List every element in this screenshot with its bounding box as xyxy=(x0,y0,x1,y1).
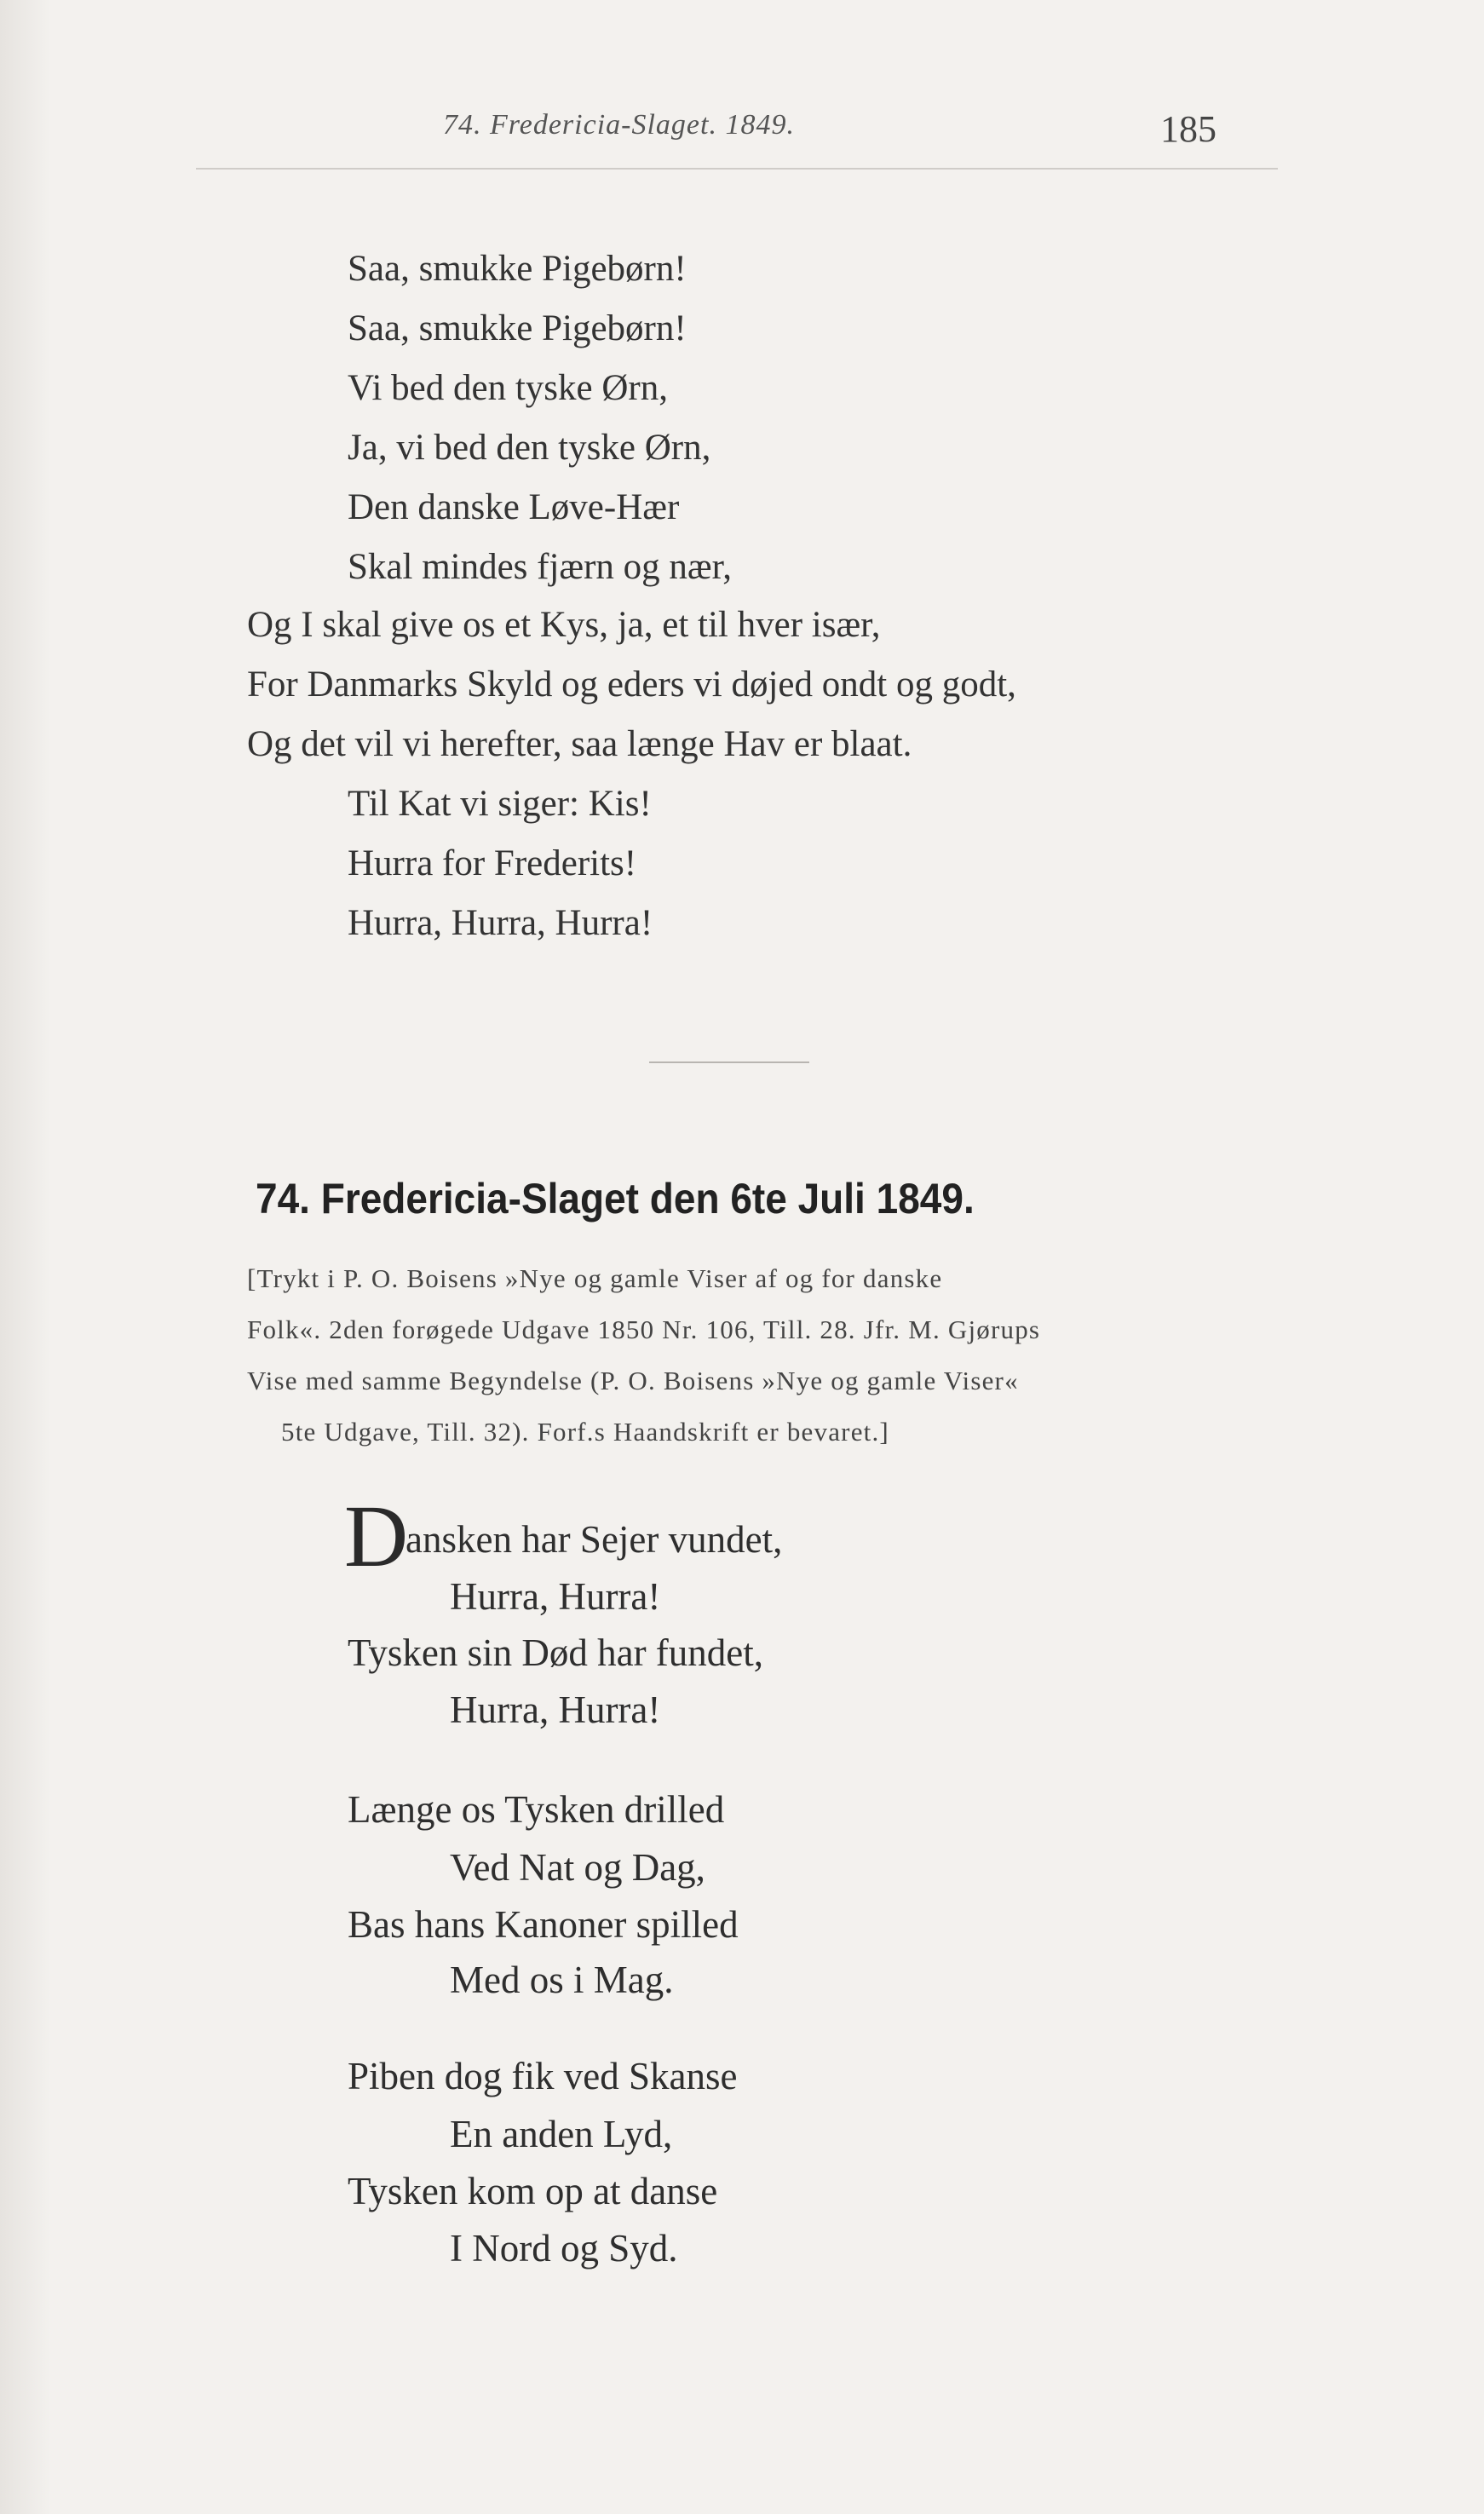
verse-line: Vi bed den tyske Ørn, xyxy=(348,368,668,408)
verse-line: Saa, smukke Pigebørn! xyxy=(348,249,687,289)
page-edge-shadow xyxy=(0,0,51,2514)
verse-line: Hurra, Hurra! xyxy=(450,1575,661,1618)
verse-line: Med os i Mag. xyxy=(450,1959,674,2001)
verse-line: For Danmarks Skyld og eders vi døjed ondt og godt, xyxy=(247,664,1016,705)
verse-line: Tysken sin Død har fundet, xyxy=(348,1631,764,1674)
verse-line: Saa, smukke Pigebørn! xyxy=(348,308,687,348)
running-head xyxy=(0,101,1484,169)
verse-line: Hurra for Frederits! xyxy=(348,843,637,883)
verse-line: Og I skal give os et Kys, ja, et til hver især, xyxy=(247,605,881,645)
note-line: Vise med samme Begyndelse (P. O. Boisens »Nye og gamle Viser« xyxy=(247,1366,1019,1395)
verse-line: Piben dog fik ved Skanse xyxy=(348,2055,738,2097)
verse-line: Tysken kom op at danse xyxy=(348,2170,718,2212)
note-line: 5te Udgave, Till. 32). Forf.s Haandskrift er bevaret.] xyxy=(281,1417,889,1447)
verse-line: Og det vil vi herefter, saa længe Hav er blaat. xyxy=(247,724,912,764)
verse-line: Skal mindes fjærn og nær, xyxy=(348,547,732,587)
note-line: [Trykt i P. O. Boisens »Nye og gamle Viser af og for danske xyxy=(247,1263,943,1293)
verse-line: Ved Nat og Dag, xyxy=(450,1846,705,1889)
verse-line: Ja, vi bed den tyske Ørn, xyxy=(348,428,711,468)
page-number: 185 xyxy=(1160,108,1217,150)
verse-line: Hurra, Hurra, Hurra! xyxy=(348,903,653,943)
running-title: 74. Fredericia-Slaget. 1849. xyxy=(443,109,795,141)
song-title: 74. Fredericia-Slaget den 6te Juli 1849. xyxy=(256,1175,975,1222)
verse-line: Hurra, Hurra! xyxy=(450,1688,661,1731)
verse-line: ansken har Sejer vundet, xyxy=(406,1518,783,1561)
drop-cap: D xyxy=(344,1487,409,1585)
verse-line: En anden Lyd, xyxy=(450,2113,673,2155)
section-divider xyxy=(649,1061,809,1063)
verse-line: Længe os Tysken drilled xyxy=(348,1788,725,1831)
verse-line: Til Kat vi siger: Kis! xyxy=(348,784,652,824)
verse-line: Den danske Løve-Hær xyxy=(348,487,680,527)
note-line: Folk«. 2den forøgede Udgave 1850 Nr. 106, Till. 28. Jfr. M. Gjørups xyxy=(247,1315,1041,1344)
verse-line: Bas hans Kanoner spilled xyxy=(348,1903,739,1946)
header-rule xyxy=(196,168,1278,170)
verse-line: I Nord og Syd. xyxy=(450,2227,678,2270)
